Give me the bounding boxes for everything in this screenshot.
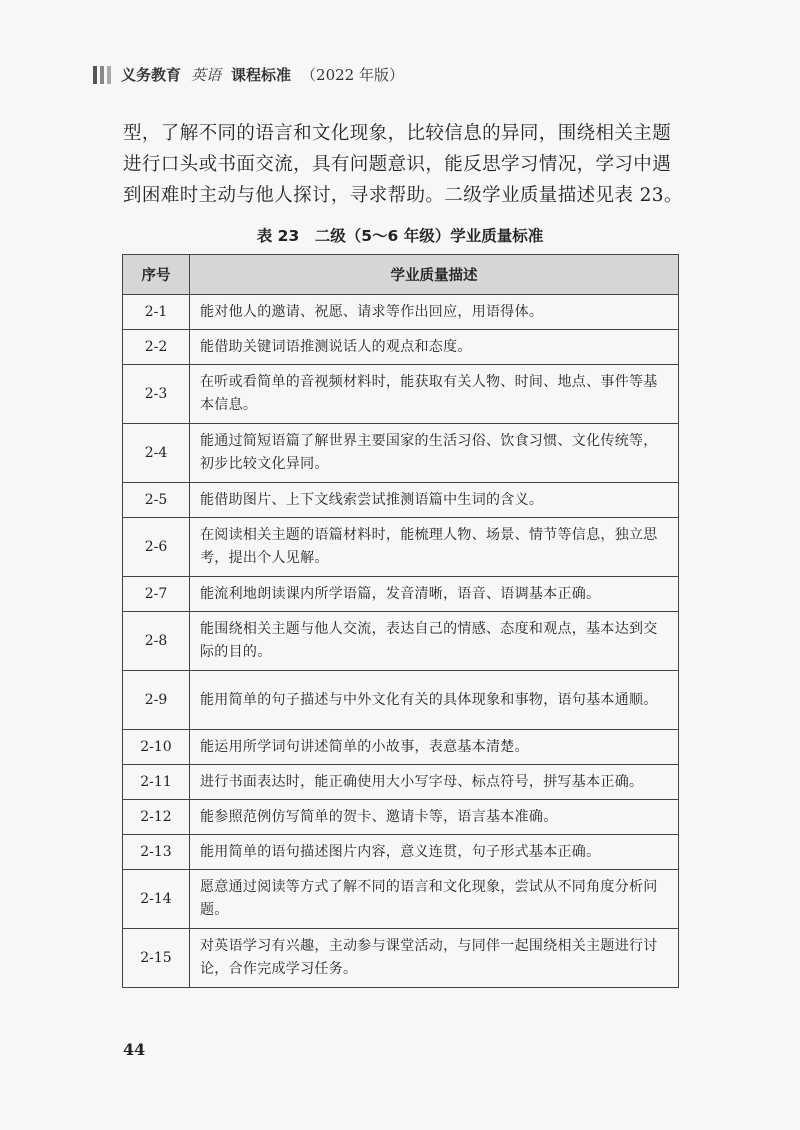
row-number: 2-15	[123, 929, 190, 988]
running-header	[93, 64, 404, 85]
table-row	[123, 295, 679, 330]
row-description: 能对他人的邀请、祝愿、请求等作出回应，用语得体。	[190, 295, 679, 330]
table-row	[123, 424, 679, 483]
header-edition: （2022 年版）	[301, 66, 404, 84]
table-row	[123, 577, 679, 612]
header-title-part1: 义务教育	[121, 66, 182, 84]
body-paragraph: 型，了解不同的语言和文化现象，比较信息的异同，围绕相关主题进行口头或书面交流，具有问题意识，能反思学习情况，学习中遇到困难时主动与他人探讨，寻求帮助。二级学业质量描述见表 23。	[123, 123, 683, 206]
page-number: 44	[123, 1040, 146, 1059]
header-title-part3: 课程标准	[231, 66, 292, 84]
row-number: 2-3	[123, 365, 190, 424]
quality-standard-table	[122, 254, 679, 988]
header-description: 学业质量描述	[190, 255, 679, 295]
header-title-part2: 英语	[191, 66, 222, 84]
header-bar-icon	[93, 66, 111, 84]
row-number: 2-1	[123, 295, 190, 330]
row-number: 2-6	[123, 518, 190, 577]
table-row	[123, 330, 679, 365]
row-description: 能通过简短语篇了解世界主要国家的生活习俗、饮食习惯、文化传统等，初步比较文化异同。	[190, 424, 679, 483]
row-number: 2-4	[123, 424, 190, 483]
table-row	[123, 612, 679, 671]
row-number: 2-9	[123, 671, 190, 730]
row-number: 2-7	[123, 577, 190, 612]
row-description: 愿意通过阅读等方式了解不同的语言和文化现象，尝试从不同角度分析问题。	[190, 870, 679, 929]
table-caption: 表 23 二级（5～6 年级）学业质量标准	[256, 227, 544, 245]
row-description: 对英语学习有兴趣，主动参与课堂活动，与同伴一起围绕相关主题进行讨论，合作完成学习任务。	[190, 929, 679, 988]
row-description: 在阅读相关主题的语篇材料时，能梳理人物、场景、情节等信息，独立思考，提出个人见解。	[190, 518, 679, 577]
row-number: 2-8	[123, 612, 190, 671]
row-description: 能用简单的语句描述图片内容，意义连贯，句子形式基本正确。	[190, 835, 679, 870]
table-row	[123, 730, 679, 765]
row-number: 2-12	[123, 800, 190, 835]
row-description: 能借助图片、上下文线索尝试推测语篇中生词的含义。	[190, 483, 679, 518]
table-row	[123, 518, 679, 577]
table-row	[123, 765, 679, 800]
row-description: 能围绕相关主题与他人交流，表达自己的情感、态度和观点，基本达到交际的目的。	[190, 612, 679, 671]
row-description: 进行书面表达时，能正确使用大小写字母、标点符号，拼写基本正确。	[190, 765, 679, 800]
table-row	[123, 671, 679, 730]
row-number: 2-2	[123, 330, 190, 365]
row-number: 2-11	[123, 765, 190, 800]
row-description: 能借助关键词语推测说话人的观点和态度。	[190, 330, 679, 365]
row-number: 2-14	[123, 870, 190, 929]
row-number: 2-5	[123, 483, 190, 518]
table-row	[123, 870, 679, 929]
table-row	[123, 929, 679, 988]
table-row	[123, 835, 679, 870]
row-description: 能流利地朗读课内所学语篇，发音清晰，语音、语调基本正确。	[190, 577, 679, 612]
header-serial: 序号	[123, 255, 190, 295]
row-description: 在听或看简单的音视频材料时，能获取有关人物、时间、地点、事件等基本信息。	[190, 365, 679, 424]
row-description: 能运用所学词句讲述简单的小故事，表意基本清楚。	[190, 730, 679, 765]
table-row	[123, 483, 679, 518]
table-header-row	[123, 255, 679, 295]
table-row	[123, 800, 679, 835]
row-description: 能参照范例仿写简单的贺卡、邀请卡等，语言基本准确。	[190, 800, 679, 835]
row-number: 2-10	[123, 730, 190, 765]
row-number: 2-13	[123, 835, 190, 870]
table-row	[123, 365, 679, 424]
row-description: 能用简单的句子描述与中外文化有关的具体现象和事物，语句基本通顺。	[190, 671, 679, 730]
